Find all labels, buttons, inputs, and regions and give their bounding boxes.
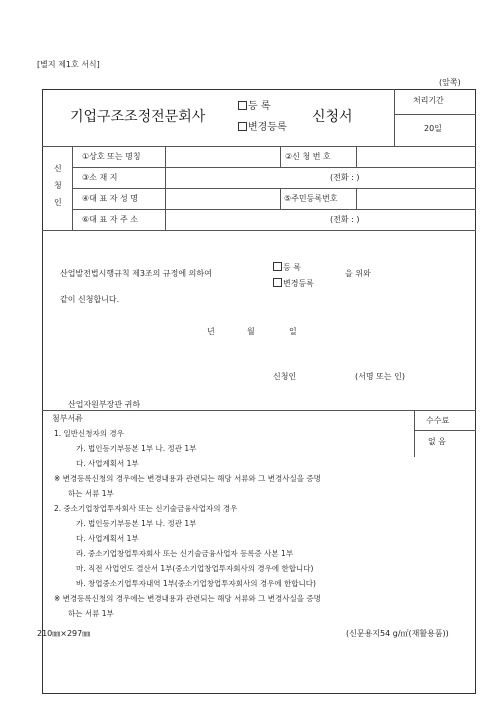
attachment-line: 가. 법인등기부등본 1부 나. 정관 1부 <box>76 444 197 453</box>
signature-note: (서명 또는 인) <box>355 372 405 381</box>
applicant-signature-label: 신청인 <box>273 372 297 381</box>
processing-period-label: 처리기간 <box>413 96 444 105</box>
location-label: ③소 재 지 <box>82 173 118 182</box>
date-year: 년 <box>207 327 215 336</box>
title-option-change: 변경등록 <box>238 122 287 133</box>
attachment-line: 하는 서류 1부 <box>68 609 114 618</box>
statement-option-change: 변경등록 <box>273 278 314 288</box>
attachments-title: 첨부서류 <box>52 414 83 423</box>
attachment-line: 라. 중소기업창업투자회사 또는 신기술금융사업자 등록증 사본 1부 <box>76 549 294 558</box>
form-number-label: [별지 제1호 서식] <box>37 60 100 69</box>
attachment-line: 다. 사업계획서 1부 <box>76 534 139 543</box>
applicant-label-3: 인 <box>54 198 62 207</box>
processing-period-value: 20일 <box>424 124 442 133</box>
statement-text-2: 을 위와 <box>345 269 371 278</box>
fee-label: 수수료 <box>426 416 450 425</box>
attachment-line: 가. 법인등기부등본 1부 나. 정관 1부 <box>76 519 197 528</box>
attachment-line: 하는 서류 1부 <box>68 489 114 498</box>
title-option-register: 등 록 <box>238 101 271 112</box>
page-side-label: (앞쪽) <box>439 78 461 87</box>
date-day: 일 <box>289 327 297 336</box>
attachment-line: 바. 창업중소기업투자내역 1부(중소기업창업투자회사의 경우에 한합니다) <box>76 579 316 588</box>
attachment-line: 1. 일반신청자의 경우 <box>54 429 124 438</box>
application-number-label: ②신 청 번 호 <box>285 152 331 161</box>
statement-register-checkbox[interactable] <box>273 262 282 271</box>
register-checkbox[interactable] <box>238 101 247 110</box>
date-month: 월 <box>247 327 255 336</box>
paper-size: 210㎜×297㎜ <box>37 629 91 638</box>
change-checkbox[interactable] <box>238 122 247 131</box>
attachment-line: 2. 중소기업창업투자회사 또는 신기술금융사업자의 경우 <box>54 504 238 513</box>
attachment-line: ※ 변경등록신청의 경우에는 변경내용과 관련되는 해당 서류와 그 변경사실을 증명 <box>54 474 321 483</box>
representative-address-label: ⑥대 표 자 주 소 <box>82 215 138 224</box>
attachment-line: ※ 변경등록신청의 경우에는 변경내용과 관련되는 해당 서류와 그 변경사실을 증명 <box>54 594 321 603</box>
statement-text: 산업발전법시행규칙 제3조의 규정에 의하여 <box>60 269 212 278</box>
representative-address-phone: (전화 : ) <box>330 215 360 224</box>
location-phone: (전화 : ) <box>330 173 360 182</box>
statement-change-checkbox[interactable] <box>273 278 282 287</box>
resident-number-label: ⑤주민등록번호 <box>284 194 338 203</box>
form-title: 기업구조조정전문회사 <box>70 109 206 125</box>
attachment-line: 마. 직전 사업연도 결산서 1부(중소기업창업투자회사의 경우에 한합니다) <box>76 564 314 573</box>
attachment-line: 다. 사업계획서 1부 <box>76 459 139 468</box>
form-title-suffix: 신청서 <box>312 109 353 125</box>
applicant-label-2: 청 <box>54 181 62 190</box>
recipient: 산업자원부장관 귀하 <box>68 400 141 409</box>
applicant-label-1: 신 <box>54 164 62 173</box>
company-name-label: ①상호 또는 명칭 <box>82 152 141 161</box>
representative-name-label: ④대 표 자 성 명 <box>82 194 138 203</box>
statement-text-3: 같이 신청합니다. <box>60 295 120 304</box>
fee-value: 없 음 <box>428 437 446 446</box>
statement-option-register: 등 록 <box>273 262 301 272</box>
paper-spec: (신문용지54 g/㎡(재활용품)) <box>346 629 449 638</box>
